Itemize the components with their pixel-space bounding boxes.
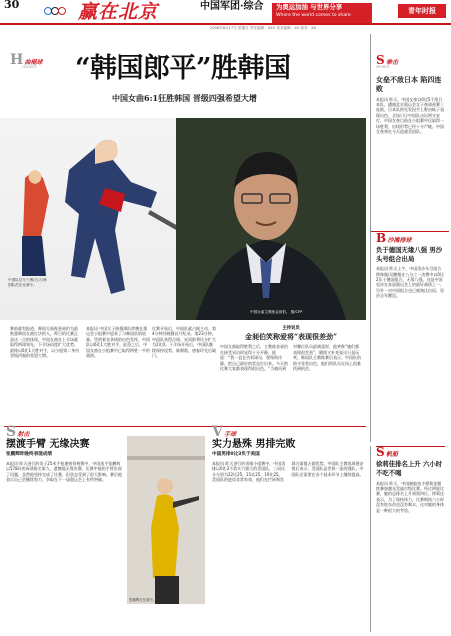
- bottom-left-story: [6, 424, 206, 630]
- right-s2-column: 沙滩排球: [387, 236, 412, 244]
- lead-photo-caption-right: 中国女曲主教练金昶伯。 图/CFP: [250, 310, 303, 314]
- bl-header: S 射击: [6, 424, 30, 440]
- right-story-2: [371, 232, 448, 417]
- right-s2-header: B 沙滩排球: [376, 230, 412, 245]
- right-s1-body: 本报讯 昨天，中国女垒以0比5不敌日本队，遭遇北京奥运会女子垒球预赛三连败。日本队的先发投手上野由岐子表现出色，全场只让中国队击出两支安打。中国女垒目前在小组赛中仅取得一场胜利，出线形势已经十分严峻。中国女垒将在今天迎战美国队。: [376, 96, 444, 135]
- shooter-figure: [127, 436, 205, 604]
- right-bottom-story: [370, 446, 448, 632]
- bl-column: 射击: [17, 431, 30, 438]
- kicker-en: HOCKEY: [22, 65, 37, 70]
- coach-portrait: [176, 118, 366, 320]
- bottom-rule: [4, 426, 366, 427]
- slogan-en: Where the world comes to share: [276, 13, 351, 18]
- rb-header: S 帆船: [376, 445, 398, 459]
- right-s1-column: 拳击: [385, 59, 398, 66]
- right-s1-header: S 拳击 SPORTS: [376, 58, 445, 71]
- rb-body: 本报讯 昨天，中国帆船选手徐莉佳继续参加激光雷迪尔级比赛。经过两轮比赛，她的总排名上升到第四位。徐莉佳表示，为了保持体力，比赛期间六小时没有吃东西也没有喝水，这对她的身体是一种很大的考验。: [376, 480, 444, 513]
- right-column: [370, 34, 448, 442]
- bm-subtitle: 中国男排0比3负于美国: [212, 452, 260, 458]
- slogan-cn: 为奥运加油 与世界分享: [276, 3, 343, 11]
- lead-headline: “韩国郎平”胜韩国: [75, 53, 291, 84]
- paper-logo: 青年时报: [398, 4, 446, 18]
- rb-column: 帆船: [385, 451, 398, 458]
- masthead: [0, 0, 451, 34]
- lead-body-col1: 赛前就有报道，韩国方面视金昶伯为最熟悉韩国女曲打法的人。昨日的比赛正是这一点的体现。中国女曲在上半场就取得两球领先，下半场再度扩大优势，最终以6比1大胜对手，以小组第二身份晋级四强的希望大增。: [10, 326, 80, 359]
- section-title: 中国军团·综合: [200, 1, 264, 12]
- bl-body: 本报讯 昨天进行的男子25米手枪速射资格赛中，中国选手张鹏辉以578环的成绩排名第九，遗憾地无缘决赛。比赛中他的手臂出现了问题，虽然他坚持完成了比赛，但状态受到了很大影响。赛后他表示自己会继续努力，争取在下一届奥运会上有所突破。: [6, 460, 122, 483]
- sub-story-title: 金昶伯笑称爱将“表现很差劲”: [244, 332, 338, 342]
- lead-body-col3: 比赛开始后，中国队就占据主动，第4分钟付晓静首开纪录。第23分钟，中国队获得点球，宋清龄将比分扩大为2比0。下半场开始后，中国队继续保持攻势，陈朝霞、唐春玲先后破门。: [152, 326, 216, 359]
- right-story-1: [371, 34, 448, 225]
- masthead-rule: [0, 23, 451, 25]
- bl-title: 摆渡手臂 无缘决赛: [6, 439, 90, 451]
- kicker-initial: H: [10, 52, 24, 68]
- right-s2-body: 本报讯 昨天上午，中国男沙头号组合徐林胤/吴鹏根在八分之一决赛中以0比2负于德国组合，无缘八强。这是中国男沙在本届奥运会上的最好战绩之一。另外一对中国组合也已被淘汰出局，男沙全军覆没。: [376, 266, 444, 299]
- bl-photo-caption: 张鹏辉在比赛中。图/新华社: [129, 598, 171, 602]
- rb-title: 徐莉佳排名上升 六小时不吃不喝: [376, 460, 443, 477]
- bm-column: 手球: [224, 431, 237, 438]
- sub-story-tag: 主持说员: [282, 326, 300, 331]
- lead-story: [0, 34, 366, 424]
- right-s1-title: 女垒不敌日本 陷四连败: [376, 74, 442, 94]
- sub-story: [220, 326, 362, 421]
- lead-body-col2: 本报讯 中国女子曲棍球队昨晚在奥运会小组赛中迎来了与韩国队的较量。凭借着各条线的出色发挥，中国队以6比1大胜对手。此役之后，中国女曲在小组赛中已取得两胜一平的战绩。: [86, 326, 150, 359]
- dateline: 2008年8月17日 星期日 责任编辑：XXX 美术编辑：XX 校对：XX: [210, 26, 317, 30]
- right-s2-title: 负于德国无缘八强 男沙头号组合出局: [376, 246, 443, 263]
- bottom-mid-story: [212, 424, 366, 630]
- sub-story-body: 中国女曲取得胜利之后，主教练金昶伯在接受采访时显得十分平静。他说：“我一直在告诉球员，要保持冷静，把自己最好的状态打出来。今天的比赛大家都表现得很出色。”当被问到对哪位队员最满意时，他笑称“她们都表现很差劲”，随即又补充说这只是玩笑。韩国队主教练赛后表示，中国队的防守非常出色，他们的队员在场上很难找到机会。: [220, 344, 361, 372]
- slogan-box: [272, 3, 372, 23]
- lead-photo-caption-left: 中国队员马弋博(右)与韩国队员在比赛中。: [8, 278, 47, 287]
- bm-body: 本报讯 昨天进行的男排小组赛中，中国男排以0比3不敌实力强大的美国队，三局比分分别为22比25、21比25、19比25。美国队的进攻非常有效，他们在拦网和发球方面都占据优势。中国队主教练周建安赛后表示，美国队是世界一流的强队，中国队还需要在各个技术环节上继续提高。: [212, 460, 364, 483]
- lead-subhead: 中国女曲6:1狂胜韩国 晋级四强希望大增: [112, 93, 257, 103]
- banner-title: 赢在北京: [78, 1, 159, 23]
- page-number: 30: [4, 0, 20, 11]
- rings-logo: [44, 3, 74, 19]
- bm-header: V 手球: [212, 424, 237, 440]
- bl-photo: [127, 436, 205, 604]
- lead-kicker: [10, 52, 43, 71]
- bl-subtitle: 张鹏辉昨晚终表现成绩: [6, 452, 52, 458]
- lead-photo: [0, 118, 366, 320]
- kicker-column: 曲棍球: [24, 59, 43, 66]
- right-s1-en: SPORTS: [376, 65, 390, 70]
- bm-title: 实力悬殊 男排完败: [212, 439, 296, 451]
